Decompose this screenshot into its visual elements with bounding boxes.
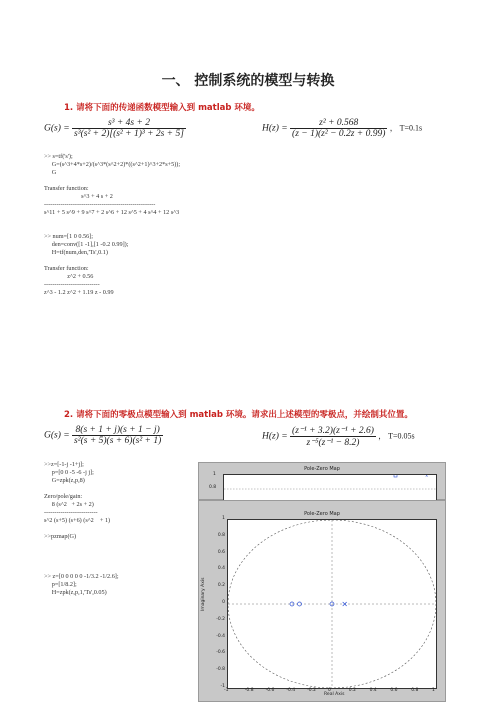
code-line: [44, 549, 119, 557]
back-ytick-1: 1: [213, 472, 216, 477]
x-axis-label: Real Axis: [324, 692, 345, 697]
code-block-1: [44, 153, 180, 297]
code-line: p=[1/8.2];: [44, 581, 77, 588]
code-line: H=zpk(z,p,1,'Ts',0.05): [44, 589, 107, 596]
h2-sample-time: ， T=0.05s: [378, 431, 415, 441]
g2-fraction: [72, 425, 163, 446]
g2-lhs: G(s) =: [44, 430, 70, 441]
section1-title: 1. 请将下面的传递函数模型输入到 matlab 环境。: [64, 103, 260, 113]
y-tick: 0: [222, 600, 225, 605]
y-tick: -0.6: [216, 650, 225, 656]
y-axis-label: Imaginary Axis: [201, 577, 206, 611]
x-tick: -0.6: [265, 688, 275, 693]
figure-window-back[interactable]: [198, 462, 446, 500]
section2-title: 2. 请将下面的零极点模型输入到 matlab 环境。请求出上述模型的零极点，并绘制其位置。: [64, 410, 413, 420]
code-line: >> num=[1 0 0.56];: [44, 233, 93, 240]
code-line: s^2 (s+5) (s+6) (s^2 + 1): [44, 517, 111, 524]
code-line: [44, 485, 119, 493]
y-tick: 0.2: [217, 583, 225, 589]
g2-numerator: 8(s + 1 + j)(s + 1 − j): [75, 425, 160, 435]
g-transfer-function: [44, 118, 186, 139]
g-zpk-function: [44, 425, 163, 446]
code-line: >> z=[0 0 0 0 0 -1/3.2 -1/2.6];: [44, 573, 119, 580]
h2-fraction: [290, 425, 376, 448]
code-line: 8 (s^2 + 2s + 2): [44, 501, 94, 508]
code-line: p=[0 0 -5 -6 -j j];: [44, 469, 94, 476]
code-line: s^11 + 5 s^9 + 9 s^7 + 2 s^6 + 12 s^5 + 4 s^4 + 12 s^3: [44, 209, 180, 216]
code-line: --------------------------: [44, 509, 98, 516]
code-line: [44, 225, 180, 233]
code-line: [44, 557, 119, 565]
code-line: Transfer function:: [44, 185, 89, 192]
g-numerator: s³ + 4s + 2: [107, 118, 151, 128]
back-zero-marker: [394, 475, 397, 477]
x-tick: -1: [224, 688, 229, 693]
code-line: >>pzmap(G): [44, 533, 77, 540]
x-tick: 0.6: [390, 688, 398, 693]
g2-denominator: s²(s + 5)(s + 6)(s² + 1): [74, 436, 162, 446]
code-line: z^3 - 1.2 z^2 + 1.19 z - 0.99: [44, 289, 114, 296]
y-tick: -0.4: [216, 633, 225, 639]
figure-front-title: Pole-Zero Map: [304, 511, 340, 517]
h-fraction: [290, 118, 387, 139]
y-tick: 0.6: [217, 549, 225, 555]
x-tick: 0.8: [411, 688, 419, 693]
code-block-2: [44, 461, 119, 597]
h-numerator: z² + 0.568: [319, 118, 359, 128]
g-fraction: [72, 118, 186, 139]
code-line: >> s=tf('s');: [44, 153, 73, 160]
x-tick: 0: [328, 688, 331, 693]
code-line: G=zpk(z,p,8): [44, 477, 85, 484]
x-tick: -0.4: [286, 688, 296, 693]
x-tick: -0.8: [244, 688, 254, 693]
y-tick: -0.8: [216, 667, 225, 673]
code-line: ------------------------------------------------------: [44, 201, 156, 208]
code-line: G=(s^3+4*s+2)/(s^3*(s^2+2)*((s^2+1)^3+2*s+5));: [44, 161, 181, 168]
code-line: s^3 + 4 s + 2: [44, 193, 113, 200]
code-line: [44, 565, 119, 573]
figure-back-axes: [223, 474, 437, 501]
y-tick: 0.4: [217, 566, 225, 572]
h-zpk-function: [262, 425, 415, 448]
figure-back-title: Pole-Zero Map: [304, 466, 340, 472]
g-denominator: s³(s² + 2)[(s² + 1)³ + 2s + 5]: [74, 129, 184, 139]
x-tick: 0.4: [369, 688, 377, 693]
h-transfer-function: [262, 118, 422, 139]
back-ytick-2: 0.8: [209, 485, 217, 490]
pole-zero-plot: [228, 520, 436, 688]
g-lhs: G(s) =: [44, 123, 70, 134]
x-tick: -0.2: [307, 688, 316, 693]
code-line: [44, 525, 119, 533]
y-tick: -0.2: [216, 616, 225, 622]
h2-lhs: H(z) =: [262, 431, 288, 442]
h-denominator: (z − 1)(z² − 0.2z + 0.99): [292, 129, 386, 139]
x-tick: 0.2: [348, 688, 356, 693]
code-line: Zero/pole/gain:: [44, 493, 83, 500]
y-tick: 1: [222, 516, 225, 521]
code-line: ---------------------------: [44, 281, 100, 288]
code-line: Transfer function:: [44, 265, 89, 272]
h2-denominator: z⁻⁵(z⁻¹ − 8.2): [290, 436, 376, 448]
code-line: [44, 541, 119, 549]
h2-numerator: (z⁻¹ + 3.2)(z⁻¹ + 2.6): [292, 426, 374, 436]
figure-window-front[interactable]: [198, 500, 446, 702]
code-line: >>z=[-1-j -1+j];: [44, 461, 84, 468]
code-line: H=tf(num,den,'Ts',0.1): [44, 249, 108, 256]
code-line: G: [44, 169, 57, 176]
figure-front-axes: [227, 519, 437, 689]
x-tick: 1: [432, 688, 435, 693]
h-sample-time: ， T=0.1s: [389, 123, 423, 133]
h-lhs: H(z) =: [262, 123, 288, 134]
code-line: z^2 + 0.56: [44, 273, 94, 280]
code-line: [44, 177, 180, 185]
page-title: 一、 控制系统的模型与转换: [161, 73, 335, 89]
code-line: [44, 257, 180, 265]
y-tick: 0.8: [217, 532, 225, 538]
figure-back-plot: [224, 475, 436, 500]
code-line: den=conv([1 -1],[1 -0.2 0.99]);: [44, 241, 129, 248]
y-tick: -1: [220, 684, 225, 689]
code-line: [44, 217, 180, 225]
back-pole-marker: ×: [425, 475, 429, 478]
